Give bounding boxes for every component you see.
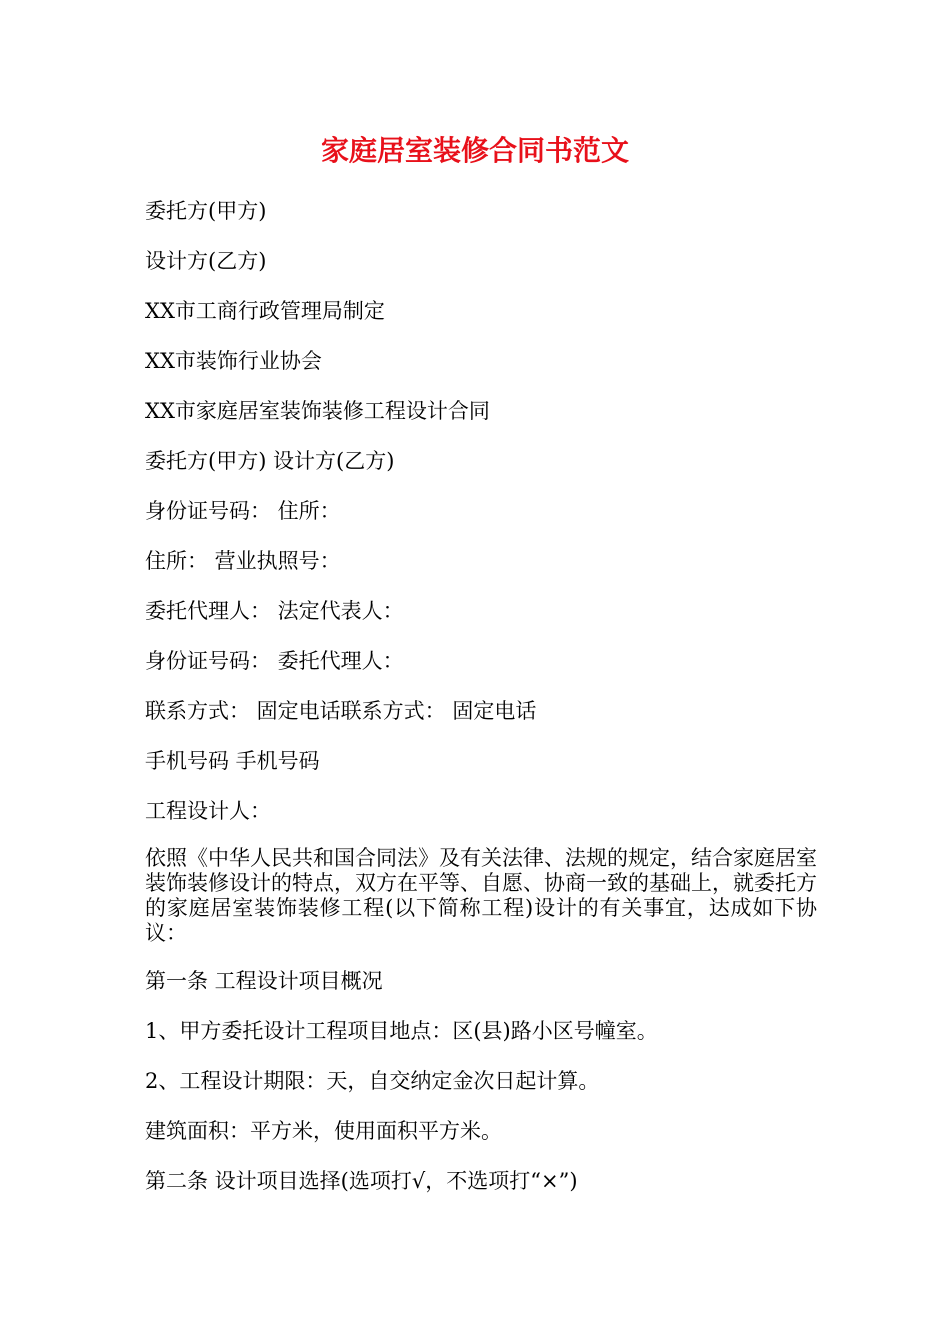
document-body bbox=[145, 196, 817, 1216]
article-1-heading: 第一条 工程设计项目概况 bbox=[145, 969, 383, 993]
id-number-agent-line: 身份证号码： 委托代理人： bbox=[145, 649, 404, 673]
contract-name: XX市家庭居室装饰装修工程设计合同 bbox=[145, 399, 490, 423]
agent-representative-line: 委托代理人： 法定代表人： bbox=[145, 599, 404, 623]
party-b-label: 设计方(乙方) bbox=[145, 249, 267, 273]
preamble-paragraph: 依照《中华人民共和国合同法》及有关法律、法规的规定，结合家庭居室装饰装修设计的特点，双方在平等、自愿、协商一致的基础上，就委托方的家庭居室装饰装修工程(以下简称工程)设计的有关事宜，达成如下协议： bbox=[145, 846, 817, 945]
design-period-line: 2、工程设计期限：天，自交纳定金次日起计算。 bbox=[145, 1069, 600, 1093]
id-number-address-line: 身份证号码： 住所： bbox=[145, 499, 341, 523]
issuer-association: XX市装饰行业协会 bbox=[145, 349, 322, 373]
parties-header: 委托方(甲方) 设计方(乙方) bbox=[145, 449, 395, 473]
project-location-line: 1、甲方委托设计工程项目地点：区(县)路小区号幢室。 bbox=[145, 1019, 658, 1043]
document-title: 家庭居室装修合同书范文 bbox=[320, 134, 629, 167]
designer-line: 工程设计人： bbox=[145, 799, 271, 823]
party-a-label: 委托方(甲方) bbox=[145, 199, 267, 223]
article-2-heading: 第二条 设计项目选择(选项打√，不选项打“×”) bbox=[145, 1169, 578, 1193]
building-area-line: 建筑面积：平方米，使用面积平方米。 bbox=[145, 1119, 502, 1143]
issuer-bureau: XX市工商行政管理局制定 bbox=[145, 299, 385, 323]
contact-phone-line: 联系方式： 固定电话联系方式： 固定电话 bbox=[145, 699, 537, 723]
mobile-phone-line: 手机号码 手机号码 bbox=[145, 749, 320, 773]
address-license-line: 住所： 营业执照号： bbox=[145, 549, 341, 573]
